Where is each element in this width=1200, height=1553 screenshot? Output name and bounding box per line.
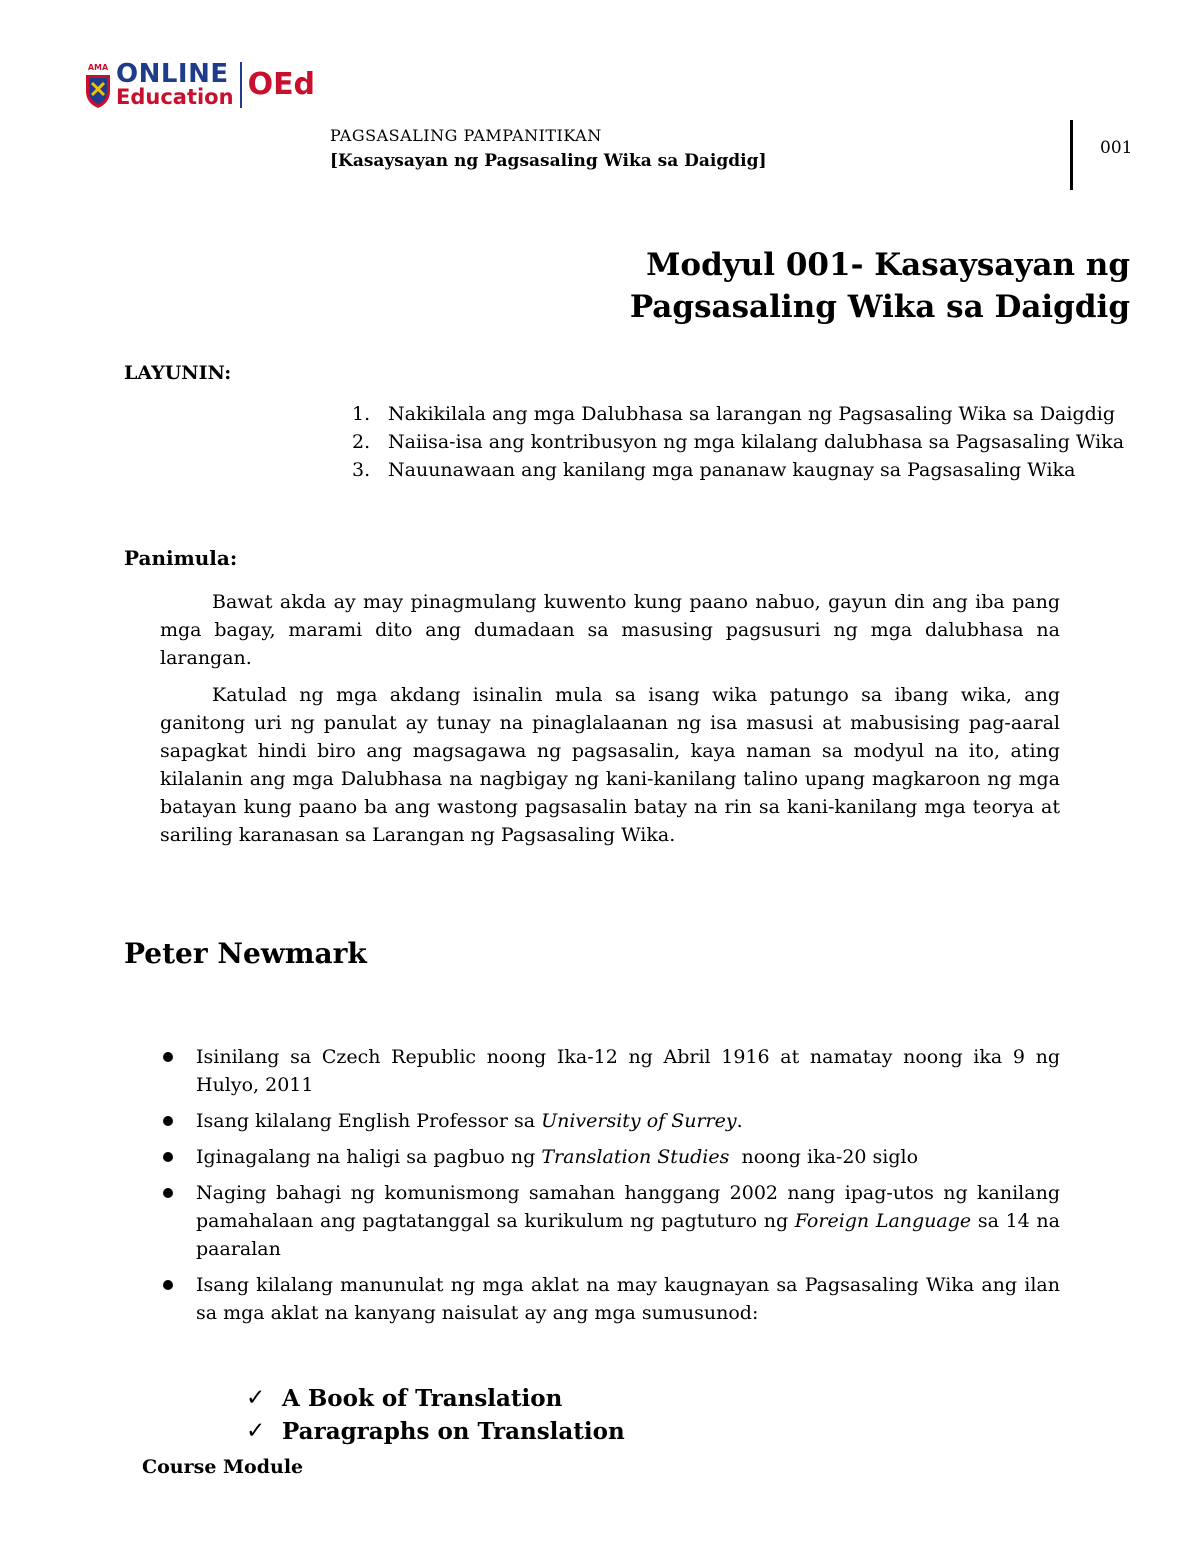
book-list [246, 1382, 625, 1448]
book-title: A Book of Translation [282, 1385, 563, 1412]
objective-text: Naiisa-isa ang kontribusyon ng mga kilalang dalubhasa sa Pagsasaling Wika [388, 431, 1125, 453]
objectives-list [352, 400, 1130, 484]
bullet-item [160, 1107, 1060, 1135]
checkmark-icon: ✓ [246, 1385, 266, 1411]
oed-logo [84, 58, 315, 112]
peter-bullet-list [160, 1043, 1060, 1335]
bullet-text: Naging bahagi ng komunismong samahan hanggang 2002 nang ipag-utos ng kanilang pamahalaan ang pagtatanggal sa kurikulum ng pagtuturo ng Foreign Language sa 14 na paaralan [196, 1182, 1060, 1260]
panimula-heading: Panimula: [124, 546, 238, 570]
module-title-line2: Pagsasaling Wika sa Daigdig [629, 289, 1130, 325]
bullet-text: Isang kilalang English Professor sa University of Surrey. [196, 1110, 743, 1132]
bullet-item [160, 1179, 1060, 1263]
layunin-heading: LAYUNIN: [124, 362, 232, 384]
brand-divider [240, 62, 242, 108]
objective-item [352, 456, 1130, 484]
bullet-text: Isinilang sa Czech Republic noong Ika-12 ng Abril 1916 at namatay noong ika 9 ng Hulyo, 2011 [196, 1046, 1060, 1096]
bullet-text: Iginagalang na haligi sa pagbuo ng Translation Studies noong ika-20 siglo [196, 1146, 919, 1168]
objective-number: 2. [352, 431, 371, 453]
header-divider [1070, 120, 1073, 190]
objective-item [352, 400, 1130, 428]
bullet-item [160, 1271, 1060, 1327]
bullet-dot-icon [160, 1143, 196, 1171]
module-title [630, 244, 1130, 328]
brand-wordmark [116, 59, 234, 109]
bullet-dot-icon [160, 1179, 196, 1263]
module-title-line1: Modyul 001- Kasaysayan ng [646, 247, 1130, 283]
checkmark-icon: ✓ [246, 1418, 266, 1444]
brand-education: Education [116, 85, 234, 109]
book-title: Paragraphs on Translation [282, 1418, 625, 1445]
header-course: PAGSASALING PAMPANITIKAN [330, 126, 602, 145]
brand-online: ONLINE [116, 59, 229, 89]
objective-number: 1. [352, 403, 371, 425]
logo-badge-text: AMA [87, 63, 109, 72]
section-heading-peter-newmark: Peter Newmark [124, 937, 367, 970]
objective-item [352, 428, 1130, 456]
objective-text: Nakikilala ang mga Dalubhasa sa larangan ng Pagsasaling Wika sa Daigdig [388, 403, 1116, 425]
book-item [246, 1382, 625, 1415]
brand-oed: OEd [247, 67, 316, 102]
header-topic: [Kasaysayan ng Pagsasaling Wika sa Daigdig] [330, 151, 767, 171]
footer-label: Course Module [142, 1456, 304, 1478]
panimula-paragraph-2: Katulad ng mga akdang isinalin mula sa isang wika patungo sa ibang wika, ang ganitong uri ng panulat ay tunay na pinaglalaanan ng isa masusi at mabusising pag-aaral sapagkat hindi biro ang magsagawa ng pagsasalin, kaya naman sa modyul na ito, ating kilalanin ang mga Dalubhasa na nagbigay ng kani-kanilang talino upang magkaroon ng mga batayan kung paano ba ang wastong pagsasalin batay na rin sa kani-kanilang mga teorya at sariling karanasan sa Larangan ng Pagsasaling Wika. [160, 684, 1060, 846]
bullet-item [160, 1043, 1060, 1099]
book-item [246, 1415, 625, 1448]
bullet-dot-icon [160, 1043, 196, 1099]
bullet-text: Isang kilalang manunulat ng mga aklat na may kaugnayan sa Pagsasaling Wika ang ilan sa mga aklat na kanyang naisulat ay ang mga sumusunod: [196, 1274, 1060, 1324]
panimula-paragraph-1: Bawat akda ay may pinagmulang kuwento kung paano nabuo, gayun din ang iba pang mga bagay, marami dito ang dumadaan sa masusing pagsusuri ng mga dalubhasa na larangan. [160, 591, 1060, 669]
objective-number: 3. [352, 459, 371, 481]
ama-shield-icon [84, 61, 112, 109]
bullet-dot-icon [160, 1271, 196, 1327]
objective-text: Nauunawaan ang kanilang mga pananaw kaugnay sa Pagsasaling Wika [388, 459, 1076, 481]
bullet-item [160, 1143, 1060, 1171]
bullet-dot-icon [160, 1107, 196, 1135]
module-number: 001 [1100, 138, 1133, 158]
